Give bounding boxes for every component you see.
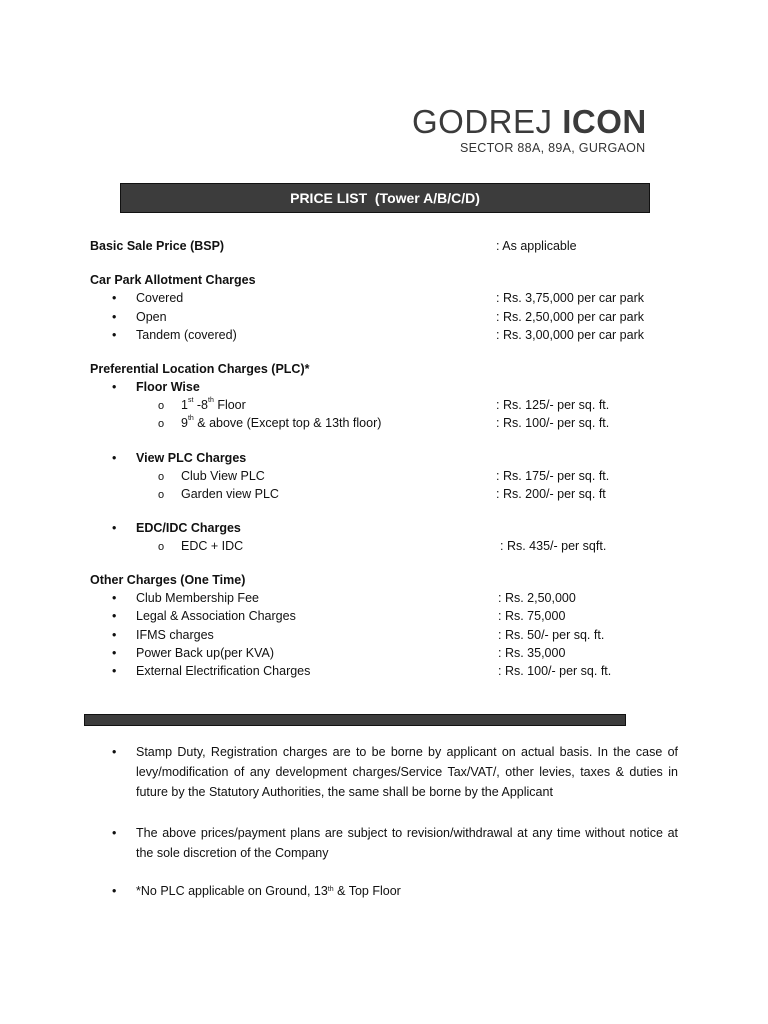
garden-view-label: Garden view PLC bbox=[181, 487, 279, 501]
bullet-icon: • bbox=[112, 291, 117, 305]
text: & above (Except top & 13th floor) bbox=[193, 416, 382, 430]
sub-bullet-icon: o bbox=[158, 489, 165, 501]
legal-association-value: : Rs. 75,000 bbox=[498, 609, 566, 623]
note-stamp-duty: Stamp Duty, Registration charges are to be borne by applicant on actual basis. In the case of levy/modification of any development charges/Service Tax/VAT/, other levies, taxes & duties in future by the Statutory Authorities, the same shall be borne by the Applicant bbox=[136, 745, 678, 799]
legal-association-label: Legal & Association Charges bbox=[136, 609, 296, 623]
bullet-icon: • bbox=[112, 664, 117, 678]
car-park-tandem-value: : Rs. 3,00,000 per car park bbox=[496, 328, 644, 342]
text: 1 bbox=[181, 398, 188, 412]
other-charges-heading: Other Charges (One Time) bbox=[90, 573, 246, 587]
club-membership-value: : Rs. 2,50,000 bbox=[498, 591, 576, 605]
sup: th bbox=[327, 886, 334, 893]
bullet-icon: • bbox=[112, 628, 117, 642]
floor-wise-9-above-label bbox=[181, 416, 381, 430]
bsp-value: : As applicable bbox=[496, 239, 577, 253]
bullet-icon: • bbox=[112, 646, 117, 660]
bullet-icon: • bbox=[112, 521, 117, 535]
bullet-icon: • bbox=[112, 591, 117, 605]
sup: th bbox=[187, 415, 194, 422]
brand-subtitle: SECTOR 88A, 89A, GURGAON bbox=[460, 141, 646, 155]
price-list-title bbox=[120, 183, 650, 213]
car-park-heading: Car Park Allotment Charges bbox=[90, 273, 256, 287]
bsp-label: Basic Sale Price (BSP) bbox=[90, 239, 225, 253]
text: *No PLC applicable on Ground, 13 bbox=[136, 884, 328, 898]
text: Floor bbox=[213, 398, 246, 412]
ifms-label: IFMS charges bbox=[136, 628, 214, 642]
garden-view-value: : Rs. 200/- per sq. ft bbox=[496, 487, 606, 501]
external-electrification-value: : Rs. 100/- per sq. ft. bbox=[498, 664, 612, 678]
car-park-open-value: : Rs. 2,50,000 per car park bbox=[496, 310, 644, 324]
bullet-icon: • bbox=[112, 609, 117, 623]
sub-bullet-icon: o bbox=[158, 400, 165, 412]
car-park-covered-value: : Rs. 3,75,000 per car park bbox=[496, 291, 644, 305]
sub-bullet-icon: o bbox=[158, 471, 165, 483]
brand-name-part1: GODREJ bbox=[412, 103, 553, 140]
sup: st bbox=[187, 397, 194, 404]
bullet-icon: • bbox=[112, 310, 117, 324]
club-view-value: : Rs. 175/- per sq. ft. bbox=[496, 469, 610, 483]
floor-wise-1-8-value: : Rs. 125/- per sq. ft. bbox=[496, 398, 610, 412]
text: -8 bbox=[193, 398, 208, 412]
brand-name-part2: ICON bbox=[562, 103, 647, 140]
floor-wise-9-above-value: : Rs. 100/- per sq. ft. bbox=[496, 416, 610, 430]
club-membership-label: Club Membership Fee bbox=[136, 591, 259, 605]
edc-idc-label: EDC/IDC Charges bbox=[136, 521, 241, 535]
power-backup-value: : Rs. 35,000 bbox=[498, 646, 566, 660]
edc-idc-item-value: : Rs. 435/- per sqft. bbox=[500, 539, 607, 553]
car-park-covered-label: Covered bbox=[136, 291, 184, 305]
bullet-icon: • bbox=[112, 451, 117, 465]
edc-idc-item-label: EDC + IDC bbox=[181, 539, 244, 553]
ifms-value: : Rs. 50/- per sq. ft. bbox=[498, 628, 605, 642]
title-text: PRICE LIST (Tower A/B/C/D) bbox=[290, 190, 480, 206]
bullet-icon: • bbox=[112, 745, 117, 759]
view-plc-label: View PLC Charges bbox=[136, 451, 247, 465]
sub-bullet-icon: o bbox=[158, 541, 165, 553]
floor-wise-1-8-label bbox=[181, 398, 246, 412]
brand-logo bbox=[412, 104, 647, 140]
car-park-tandem-label: Tandem (covered) bbox=[136, 328, 237, 342]
bullet-icon: • bbox=[112, 328, 117, 342]
note-no-plc bbox=[136, 881, 678, 901]
text: 9 bbox=[181, 416, 188, 430]
bullet-icon: • bbox=[112, 380, 117, 394]
external-electrification-label: External Electrification Charges bbox=[136, 664, 311, 678]
section-divider bbox=[84, 714, 626, 726]
sup: th bbox=[208, 397, 214, 404]
text: & Top Floor bbox=[333, 884, 401, 898]
plc-heading: Preferential Location Charges (PLC)* bbox=[90, 362, 310, 376]
note-price-revision: The above prices/payment plans are subject to revision/withdrawal at any time without notice at the sole discretion of the Company bbox=[136, 826, 678, 860]
club-view-label: Club View PLC bbox=[181, 469, 265, 483]
sub-bullet-icon: o bbox=[158, 418, 165, 430]
power-backup-label: Power Back up(per KVA) bbox=[136, 646, 275, 660]
bullet-icon: • bbox=[112, 826, 117, 840]
bullet-icon: • bbox=[112, 884, 117, 898]
floor-wise-label: Floor Wise bbox=[136, 380, 200, 394]
car-park-open-label: Open bbox=[136, 310, 167, 324]
